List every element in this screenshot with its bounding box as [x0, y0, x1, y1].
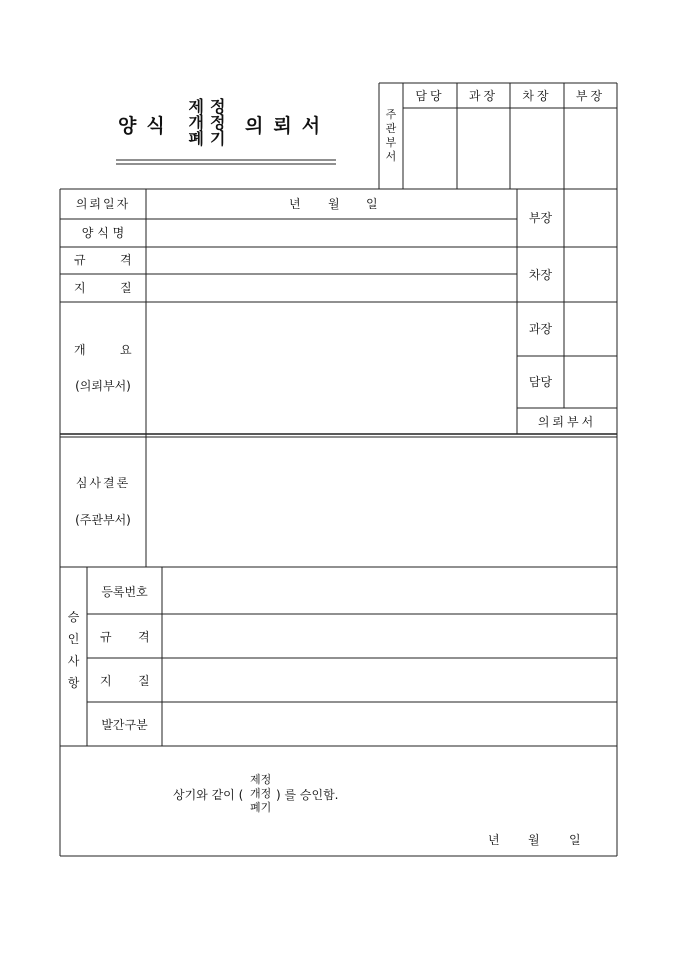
footer-stack-revise: 개정	[250, 787, 272, 800]
review-sub-label: (주관부서)	[75, 513, 131, 527]
footer-suffix-text: 를 승인함.	[284, 788, 339, 802]
approval-material-field[interactable]	[163, 659, 616, 701]
request-date-field[interactable]	[147, 190, 516, 218]
stack-enact: 제정	[188, 97, 232, 116]
approval-col-head: 부장	[575, 89, 606, 103]
approval-col-staff: 담당	[415, 89, 445, 103]
approval-side-char-4: 항	[67, 676, 80, 690]
form-name-label: 양 식 명	[81, 226, 125, 240]
material-label-a: 지	[74, 281, 86, 295]
title-right: 의뢰서	[245, 115, 331, 137]
footer-stack-enact: 제정	[250, 773, 272, 786]
title-left: 양식	[118, 115, 175, 137]
approval-material-b: 질	[138, 674, 150, 688]
side-approval-section-chief: 과장	[528, 322, 553, 336]
summary-sub-label: (의뢰부서)	[75, 379, 131, 393]
approval-spec-field[interactable]	[163, 615, 616, 657]
side-sign-head[interactable]	[565, 190, 616, 246]
side-sign-deputy[interactable]	[565, 248, 616, 301]
footer-stack-abolish: 폐기	[250, 801, 272, 814]
sign-cell-section-chief[interactable]	[458, 109, 509, 188]
footer-day: 일	[569, 833, 581, 847]
footer-right-brace: )	[276, 788, 285, 802]
date-year: 년	[289, 197, 301, 211]
summary-label-a: 개	[74, 343, 86, 357]
spec-label-a: 규	[74, 253, 86, 267]
material-label-b: 질	[120, 281, 132, 295]
title-stack	[182, 99, 238, 147]
approval-col-section-chief: 과장	[468, 89, 499, 103]
approval-side-char-1: 승	[67, 610, 80, 624]
footer-month: 월	[528, 833, 540, 847]
issue-type-label: 발간구분	[101, 718, 148, 732]
summary-field[interactable]	[147, 303, 516, 433]
stack-abolish: 폐기	[188, 129, 232, 148]
approval-spec-a: 규	[100, 630, 112, 644]
side-sign-staff[interactable]	[565, 357, 616, 407]
header-dept-text: 주관부서	[385, 108, 397, 163]
approval-side-char-2: 인	[67, 632, 80, 646]
date-month: 월	[328, 197, 340, 211]
footer-prefix-text: 상기와 같이	[173, 788, 235, 802]
side-approval-deputy: 차장	[528, 268, 553, 282]
reg-no-label: 등록번호	[101, 585, 148, 599]
material-field[interactable]	[147, 275, 516, 301]
side-approval-footer: 의뢰부서	[537, 415, 597, 429]
footer-stack	[250, 773, 271, 815]
side-approval-head: 부장	[528, 211, 553, 225]
sign-cell-deputy[interactable]	[511, 109, 563, 188]
approval-side-char-3: 사	[67, 654, 80, 668]
approval-material-a: 지	[100, 674, 112, 688]
approval-col-deputy: 차장	[522, 89, 552, 103]
sign-cell-head[interactable]	[565, 109, 616, 188]
footer-left-brace: (	[234, 788, 244, 802]
form-name-field[interactable]	[147, 220, 516, 246]
approval-side-label	[60, 606, 87, 694]
footer-year: 년	[488, 833, 500, 847]
date-day: 일	[366, 197, 378, 211]
spec-label-b: 격	[120, 253, 132, 267]
approval-spec-b: 격	[138, 630, 150, 644]
footer-prefix	[173, 789, 243, 801]
review-field[interactable]	[147, 438, 616, 566]
header-dept-label	[379, 108, 403, 164]
side-approval-staff: 담당	[528, 375, 553, 389]
spec-field[interactable]	[147, 248, 516, 273]
reg-no-field[interactable]	[163, 568, 616, 613]
side-sign-section-chief[interactable]	[565, 303, 616, 355]
review-label: 심사결론	[75, 476, 131, 490]
stack-revise: 개정	[188, 113, 232, 132]
summary-label-b: 요	[120, 343, 132, 357]
sign-cell-staff[interactable]	[404, 109, 456, 188]
request-date-label: 의뢰일자	[75, 197, 131, 211]
issue-type-field[interactable]	[163, 703, 616, 745]
footer-suffix	[276, 789, 339, 801]
